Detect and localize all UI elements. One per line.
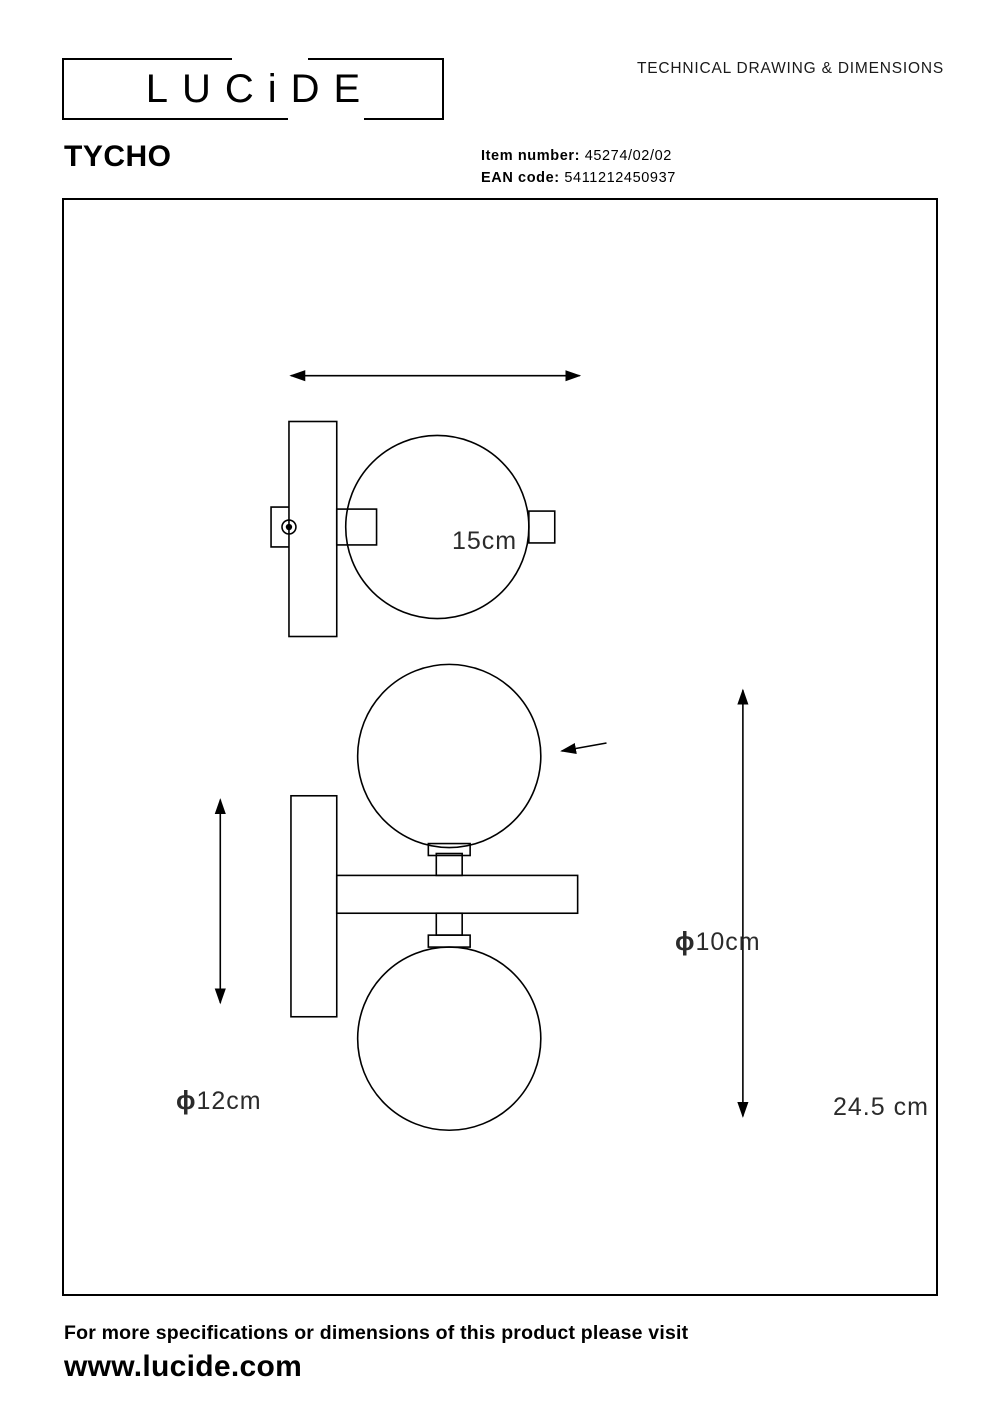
logo-notch-bottom	[288, 116, 364, 120]
technical-drawing-frame	[62, 198, 938, 1296]
dimension-label-globe-diameter	[675, 926, 761, 957]
dim-leader-globe-diameter	[562, 743, 607, 751]
ean-code-row	[481, 167, 676, 189]
phi-symbol-base: ϕ	[176, 1085, 197, 1115]
item-number-value: 45274/02/02	[584, 148, 672, 164]
brand-logo-text: LUCiDE	[145, 66, 375, 111]
dimension-label-base-diameter	[176, 1085, 262, 1116]
product-identifiers	[481, 145, 676, 189]
item-number-label: Item number:	[481, 148, 581, 164]
item-number-row	[481, 145, 676, 167]
ean-code-value: 5411212450937	[564, 170, 676, 186]
dimension-label-width: 15cm	[452, 527, 518, 555]
ean-code-label: EAN code:	[481, 170, 560, 186]
footer-text: For more specifications or dimensions of this product please visit	[64, 1322, 689, 1344]
brand-logo	[62, 58, 444, 120]
footer-website-link[interactable]: www.lucide.com	[64, 1350, 303, 1383]
phi-symbol-globe: ϕ	[675, 926, 696, 956]
product-name: TYCHO	[64, 140, 172, 173]
logo-notch-top	[232, 58, 308, 62]
dimension-label-height: 24.5 cm	[833, 1093, 929, 1121]
globe-diameter-value: 10cm	[695, 928, 761, 956]
page-title: TECHNICAL DRAWING & DIMENSIONS	[636, 60, 944, 77]
base-diameter-value: 12cm	[196, 1087, 262, 1115]
technical-drawing-svg	[64, 200, 936, 1294]
